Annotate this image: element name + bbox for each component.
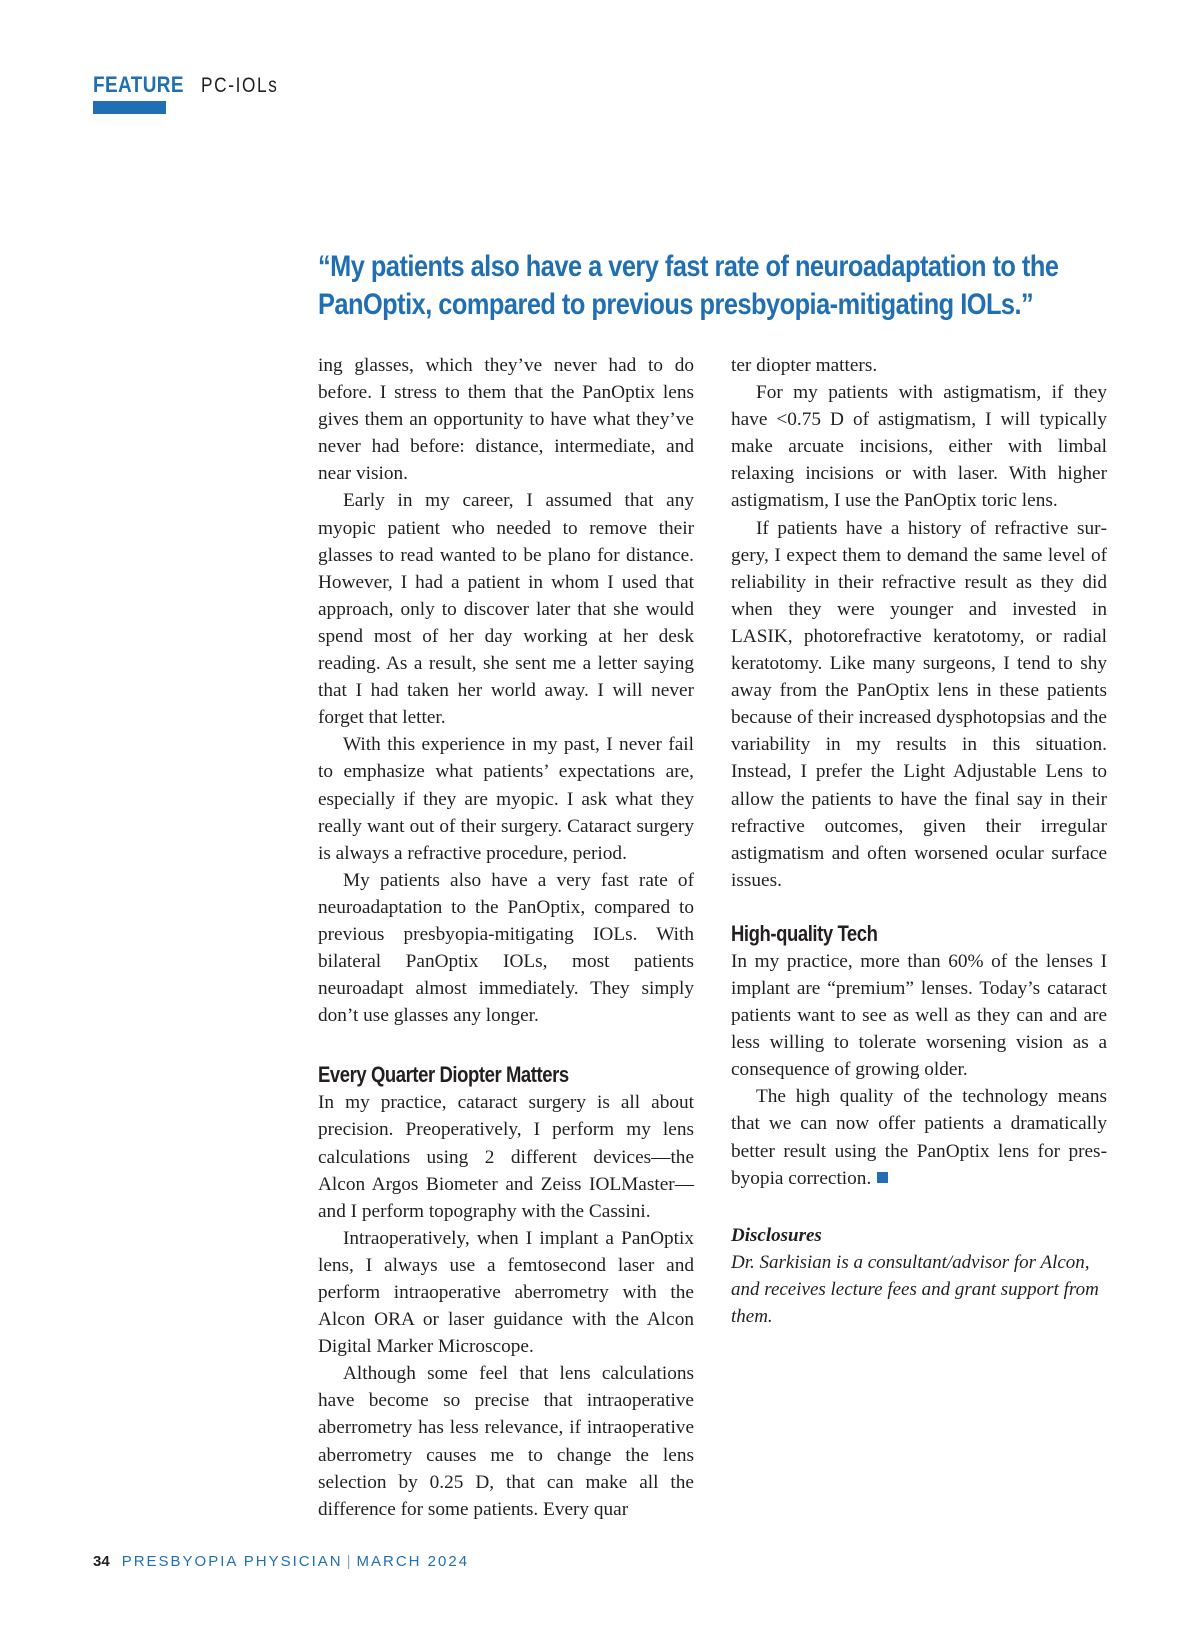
paragraph: For my patients with astigmatism, if they have <0.75 D of astigmatism, I will typically make arcuate incisions, either with limbal relaxing incisions or with laser. With higher astigmatism, I use the PanOptix toric lens. [731, 382, 1107, 512]
section-heading: High-quality Tech [731, 920, 878, 946]
paragraph-final [731, 1083, 1107, 1191]
page-number: 34 [93, 1553, 110, 1570]
paragraph: Although some feel that lens calculations have become so precise that intraoperative aberrometry has less relevance, if intraoperative aberrometry causes me to change the lens selection by 0.25 D, that can make all the difference for some patients. Every quar [318, 1363, 694, 1520]
pull-quote-line-1: “My patients also have a very fast rate of neuroadaptation to the [318, 250, 1059, 283]
footer-separator: | [346, 1553, 353, 1570]
section-header [93, 72, 295, 114]
paragraph-text: The high quality of the technology means that we can now offer patients a dramatically better result using the PanOptix lens for presbyopia correction. [731, 1086, 1107, 1189]
publication-name: PRESBYOPIA PHYSICIAN [121, 1553, 343, 1570]
paragraph: If patients have a history of refractive surgery, I expect them to demand the same level of reliability in their refractive result as they did when they were younger and invested in LASIK, photorefractive keratotomy, or radial keratotomy. Like many surgeons, I tend to shy away from the PanOptix lens in these patients because of their increased dysphotopsias and the variability in my results in this situation. Instead, I prefer the Light Adjustable Lens to allow the patients to have the final say in their refractive outcomes, given their irregular astigmatism and often worsened ocular surface issues. [731, 517, 1107, 891]
paragraph: ing glasses, which they’ve never had to do before. I stress to them that the PanOptix lens gives them an opportunity to have what they’ve never had before: distance, intermediate, and near vision. [318, 355, 694, 485]
right-column [731, 352, 1107, 1330]
pull-quote [318, 248, 1098, 324]
end-mark-icon [877, 1172, 888, 1183]
section-topic: PC-IOLs [200, 74, 279, 97]
paragraph: With this experience in my past, I never fail to emphasize what patients’ expectations are, especially if they are myopic. I ask what they really want out of their surgery. Cataract surgery is always a refractive procedure, period. [318, 734, 694, 864]
disclosures-heading: Disclosures [731, 1224, 822, 1246]
paragraph: Early in my career, I assumed that any myopic patient who needed to remove their glasses to read wanted to be plano for distance. However, I had a patient in whom I used that approach, only to discover later that she would spend most of her day working at her desk reading. As a result, she sent me a letter saying that I had taken her world away. I will never forget that letter. [318, 490, 694, 729]
paragraph: In my practice, cataract surgery is all about precision. Preoperatively, I perform my lens calculations using 2 different devices—the Alcon Argos Biometer and Zeiss IOLMaster—and I perform topography with the Cassini. [318, 1092, 694, 1222]
issue-date: MARCH 2024 [356, 1553, 470, 1570]
page-footer [93, 1553, 469, 1570]
paragraph: My patients also have a very fast rate of neuroadaptation to the PanOptix, compared to previous presbyopia-mitigating IOLs. With bilateral PanOptix IOLs, most patients neuroadapt almost immediately. They simply don’t use glasses any longer. [318, 869, 694, 1027]
header-accent-bar [93, 101, 166, 114]
section-heading: Every Quarter Diopter Matters [318, 1062, 569, 1088]
disclosures [731, 1222, 1107, 1330]
pull-quote-line-2: PanOptix, compared to previous presbyopia-mitigating IOLs.” [318, 288, 1034, 321]
disclosures-text: Dr. Sarkisian is a consultant/advisor for Alcon, and receives lecture fees and grant support from them. [731, 1251, 1099, 1327]
paragraph: ter diopter matters. [731, 355, 878, 376]
section-kicker: FEATURE [93, 72, 184, 97]
left-column [318, 352, 694, 1523]
paragraph: In my practice, more than 60% of the lenses I implant are “premium” lenses. Today’s cataract patients want to see as well as they can and are less willing to tolerate worsening vision as a consequence of growing older. [731, 950, 1107, 1081]
paragraph: Intraoperatively, when I implant a PanOptix lens, I always use a femtosecond laser and perform intraoperative aberrometry with the Alcon ORA or laser guidance with the Alcon Digital Marker Microscope. [318, 1227, 694, 1358]
